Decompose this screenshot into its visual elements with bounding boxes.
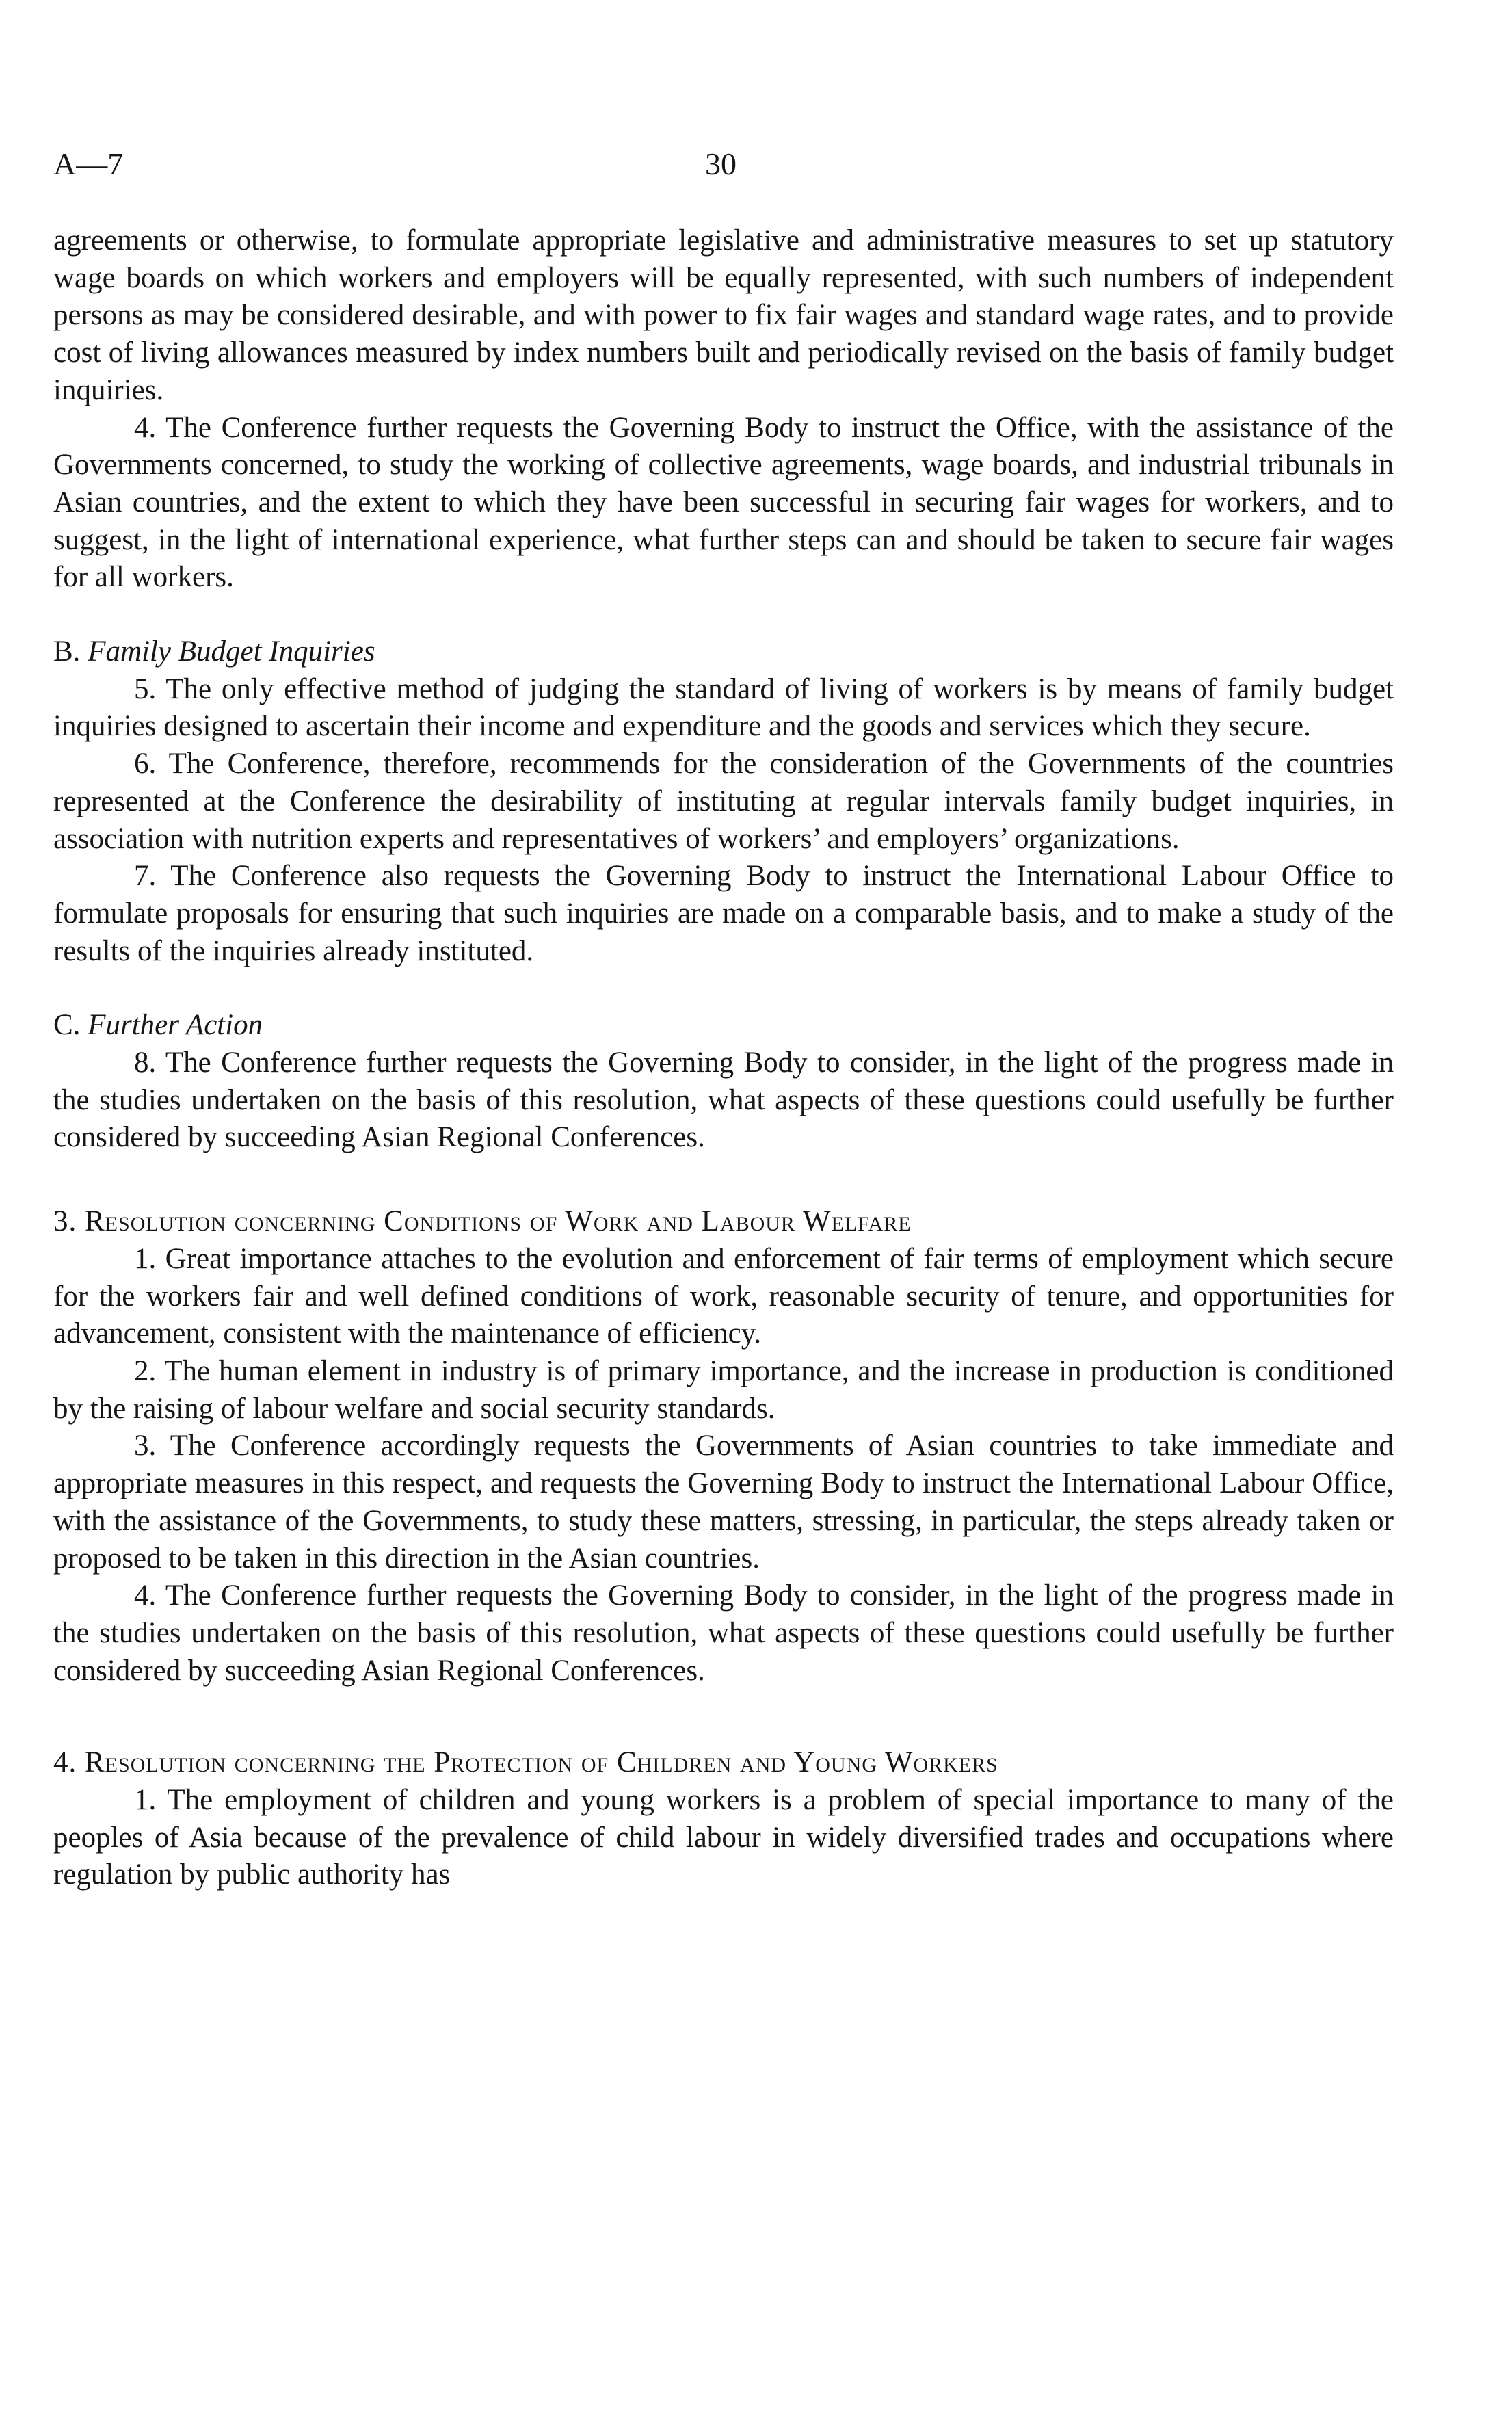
resolution-4-heading: 4. Resolution concerning the Protection of Children and Young Workers [53, 1746, 998, 1779]
section-c-letter: C. [53, 1009, 81, 1042]
resolution-3-paragraph-3: 3. The Conference accordingly requests the Governments of Asian countries to take immediate and appropriate measures in this respect, and requests the Governing Body to instruct the International Labour Office, with the assistance of the Governments, to study these matters, stressing, in particular, the steps already taken or proposed to be taken in this direction in the Asian countries. [53, 1430, 1394, 1575]
section-b-title: Family Budget Inquiries [88, 635, 375, 668]
page-header [53, 144, 1394, 185]
section-c-title: Further Action [88, 1009, 263, 1042]
paragraph-b7: 7. The Conference also requests the Governing Body to instruct the International Labour Office to formulate proposals for ensuring that such inquiries are made on a comparable basis, and to make a study of the results of the inquiries already instituted. [53, 860, 1394, 967]
body-text [53, 222, 1394, 1894]
paragraph-c8: 8. The Conference further requests the Governing Body to consider, in the light of the progress made in the studies undertaken on the basis of this resolution, what aspects of these questions could usefully be further considered by succeeding Asian Regional Conferences. [53, 1047, 1394, 1154]
paragraph-a4: 4. The Conference further requests the Governing Body to instruct the Office, with the assistance of the Governments concerned, to study the working of collective agreements, wage boards, and industrial tribunals in Asian countries, and the extent to which they have been successful in securing fair wages for workers, and to suggest, in the light of international experience, what further steps can and should be taken to secure fair wages for all workers. [53, 411, 1394, 594]
page-number: 30 [705, 146, 737, 181]
section-b-letter: B. [53, 635, 81, 668]
resolution-4-paragraph-1: 1. The employment of children and young workers is a problem of special importance to many of the peoples of Asia because of the prevalence of child labour in widely diversified trades and occupations where regulation by public authority has [53, 1784, 1394, 1891]
folio-label: A—7 [53, 146, 124, 181]
resolution-3-paragraph-2: 2. The human element in industry is of primary importance, and the increase in production is conditioned by the raising of labour welfare and social security standards. [53, 1354, 1394, 1425]
resolution-3-heading: 3. Resolution concerning Conditions of Work and Labour Welfare [53, 1205, 912, 1238]
section-b-heading [53, 633, 1394, 671]
section-c-heading [53, 1007, 1394, 1044]
resolution-3-paragraph-4: 4. The Conference further requests the Governing Body to consider, in the light of the progress made in the studies undertaken on the basis of this resolution, what aspects of these questions could usefully be further considered by succeeding Asian Regional Conferences. [53, 1579, 1394, 1687]
paragraph-b6: 6. The Conference, therefore, recommends for the consideration of the Governments of the countries represented at the Conference the desirability of instituting at regular intervals family budget inquiries, in association with nutrition experts and representatives of workers’ and employers’ organizations. [53, 748, 1394, 855]
paragraph-b5: 5. The only effective method of judging the standard of living of workers is by means of family budget inquiries designed to ascertain their income and expenditure and the goods and services which they secure. [53, 672, 1394, 743]
resolution-3-paragraph-1: 1. Great importance attaches to the evolution and enforcement of fair terms of employment which secure for the workers fair and well defined conditions of work, reasonable security of tenure, and opportunities for advancement, consistent with the maintenance of efficiency. [53, 1242, 1394, 1350]
continuation-paragraph: agreements or otherwise, to formulate appropriate legislative and administrative measures to set up statutory wage boards on which workers and employers will be equally represented, with such numbers of independent persons as may be considered desirable, and with power to fix fair wages and standard wage rates, and to provide cost of living allowances measured by index numbers built and periodically revised on the basis of family budget inquiries. [53, 224, 1394, 406]
